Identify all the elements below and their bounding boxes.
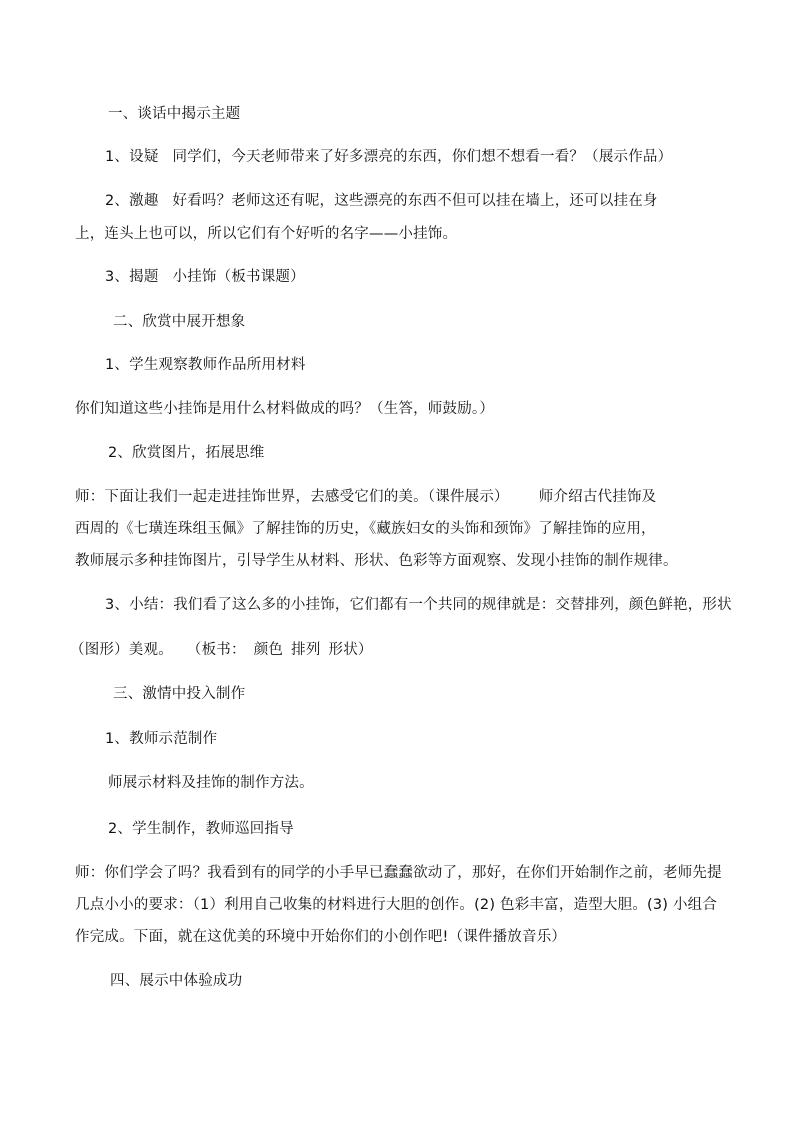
paragraph-s2-p2-line2: 西周的《七璜连珠组玉佩》了解挂饰的历史，《藏族妇女的头饰和颈饰》了解挂饰的应用，	[75, 521, 656, 537]
text-segment: （图形）美观。	[70, 642, 173, 658]
paragraph-text: 小挂饰（板书课题）	[172, 269, 305, 285]
paragraph-s2-p3-line1: 3、小结：我们看了这么多的小挂饰，它们都有一个共同的规律就是：交替排列，颜色鲜艳，形状	[105, 597, 732, 613]
paragraph-s2-p3-line2	[70, 640, 373, 660]
paragraph-s2-question: 你们知道这些小挂饰是用什么材料做成的吗？（生答，师鼓励。）	[75, 401, 495, 417]
text-segment: （板书：	[186, 642, 246, 658]
section-heading-1: 一、谈话中揭示主题	[108, 106, 241, 122]
paragraph-s3-p1-text: 师展示材料及挂饰的制作方法。	[108, 775, 314, 791]
paragraph-s2-p2-line3: 教师展示多种挂饰图片，引导学生从材料、形状、色彩等方面观察、发现小挂饰的制作规律。	[75, 553, 678, 569]
paragraph-s1-p2-continued: 上，连头上也可以，所以它们有个好听的名字——小挂饰。	[75, 226, 458, 242]
paragraph-s1-p2	[105, 191, 658, 211]
text-segment: 形状）	[328, 642, 373, 658]
text-segment: 师：下面让我们一起走进挂饰世界，去感受它们的美。（课件展示）	[75, 489, 509, 505]
paragraph-s3-p2-line3: 作完成。下面，就在这优美的环境中开始你们的小创作吧!（课件播放音乐）	[75, 929, 567, 945]
paragraph-s1-p3	[105, 267, 305, 287]
text-segment: 师介绍古代挂饰及	[538, 489, 657, 505]
paragraph-s3-p2: 2、学生制作，教师巡回指导	[108, 821, 294, 837]
paragraph-s3-p1: 1、教师示范制作	[105, 731, 218, 747]
paragraph-s3-p2-line1: 师：你们学会了吗？我看到有的同学的小手早已蠢蠢欲动了，那好，在你们开始制作之前，老师先提	[75, 865, 722, 881]
paragraph-s2-p2: 2、欣赏图片，拓展思维	[108, 445, 265, 461]
paragraph-label: 2、激趣	[105, 193, 159, 209]
paragraph-s3-p2-line2: 几点小小的要求：（1）利用自己收集的材料进行大胆的创作。(2) 色彩丰富，造型大胆。(3) 小组合	[75, 897, 718, 913]
paragraph-text: 同学们，今天老师带来了好多漂亮的东西，你们想不想看一看？（展示作品）	[172, 149, 673, 165]
section-heading-4: 四、展示中体验成功	[110, 973, 243, 989]
section-heading-2: 二、欣赏中展开想象	[113, 314, 246, 330]
paragraph-label: 1、设疑	[105, 149, 159, 165]
paragraph-label: 3、揭题	[105, 269, 159, 285]
paragraph-s2-p2-line1	[75, 487, 656, 507]
section-heading-3: 三、激情中投入制作	[113, 686, 246, 702]
paragraph-s2-p1: 1、学生观察教师作品所用材料	[105, 357, 306, 373]
paragraph-s1-p1	[105, 147, 672, 167]
text-segment: 颜色	[253, 642, 284, 658]
paragraph-text: 好看吗？老师这还有呢，这些漂亮的东西不但可以挂在墙上，还可以挂在身	[172, 193, 658, 209]
text-segment: 排列	[291, 642, 321, 658]
